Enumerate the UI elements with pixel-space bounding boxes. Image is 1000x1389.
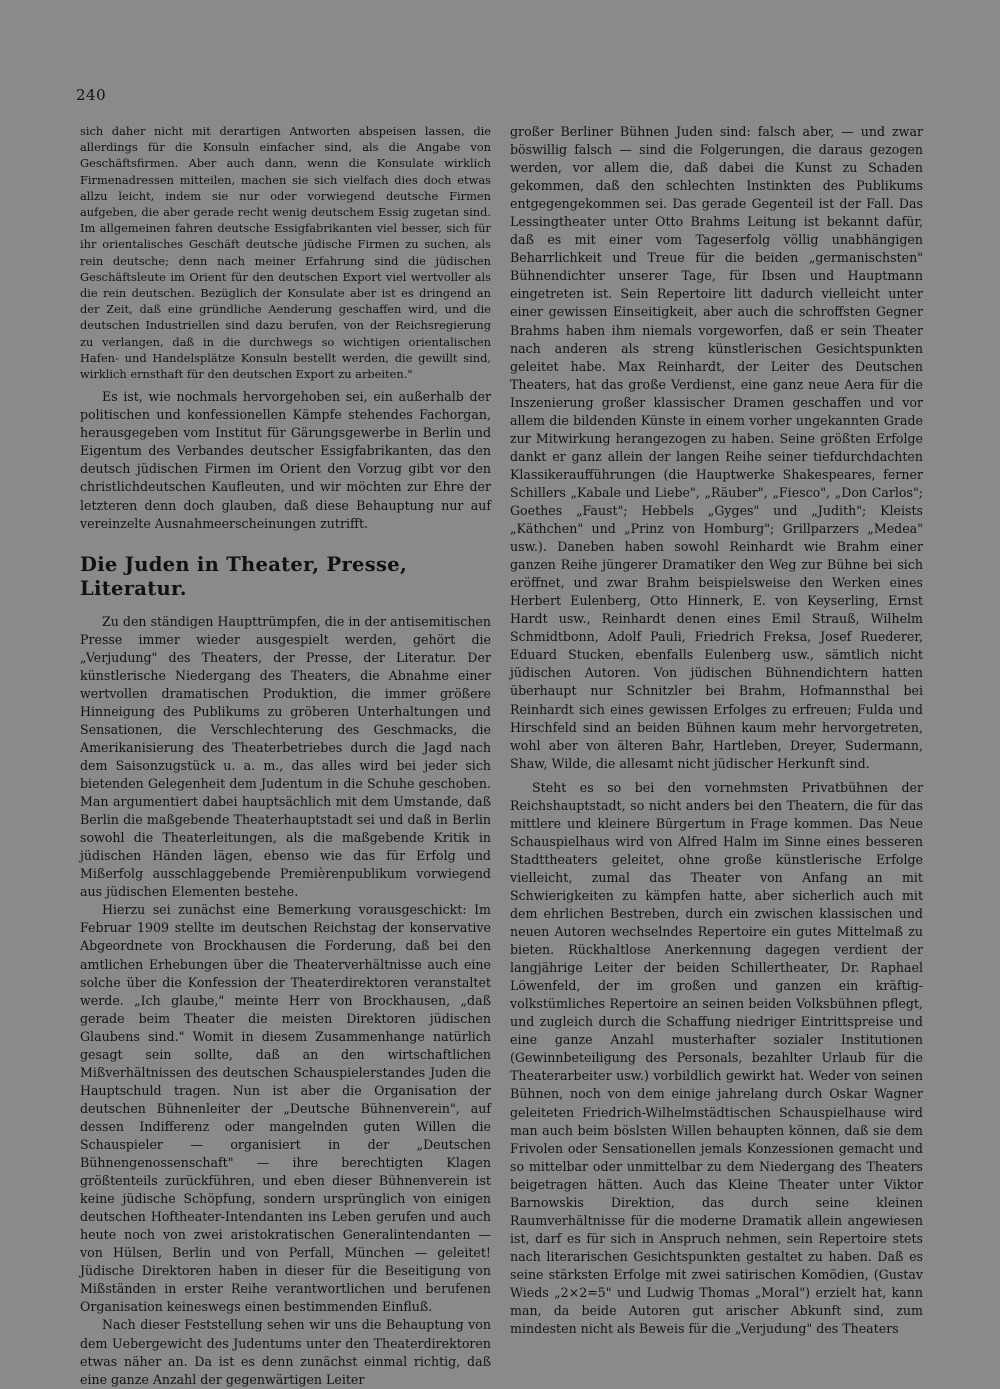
right-paragraph-1: großer Berliner Bühnen Juden sind: falsch aber, — und zwar böswillig falsch — sind die Folgerungen, die daraus gezogen werden, vor allem die, daß dabei die Kunst zu Schaden gekommen, daß den schlechten Instinkten des Publikums entgegengekommen sei. Das gerade Gegenteil ist der Fall. Das Lessingtheater unter Otto Brahms Leitung ist bekannt dafür, daß es mit einer vom Tageserfolg völlig unabhängigen Beharrlichkeit und Treue für die beiden „germanischsten" Bühnendichter unserer Tage, für Ibsen und Hauptmann eingetreten ist. Sein Repertoire litt dadurch vielleicht unter einer gewissen Einseitigkeit, aber auch die schroffsten Gegner Brahms haben ihm niemals vorgeworfen, daß er sein Theater nach anderen als streng künstlerischen Gesichtspunkten geleitet habe. Max Reinhardt, der Leiter des Deutschen Theaters, hat das große Verdienst, eine ganz neue Aera für die Inszenierung großer klassischer Dramen geschaffen und vor allem die bildenden Künste in einem vorher ungekannten Grade zur Mitwirkung herangezogen zu haben. Seine größten Erfolge dankt er ganz allein der langen Reihe seiner tiefdurchdachten Klassikeraufführungen (die Hauptwerke Shakespeares, ferner Schillers „Kabale und Liebe", „Räuber", „Fiesco", „Don Carlos"; Goethes „Faust"; Hebbels „Gyges" und „Judith"; Kleists „Käthchen" und „Prinz von Homburg"; Grillparzers „Medea" usw.). Daneben haben sowohl Reinhardt wie Brahm einer ganzen Reihe jüngerer Dramatiker den Weg zur Bühne bei sich eröffnet, und zwar Brahm beispielsweise den Werken eines Herbert Eulenberg, Otto Hinnerk, E. von Keyserling, Ernst Hardt usw., Reinhardt denen eines Emil Strauß, Wilhelm Schmidtbonn, Adolf Pauli, Friedrich Freksa, Josef Ruederer, Eduard Stucken, ebenfalls Eulenberg usw., sämtlich nicht jüdischen Autoren. Von jüdischen Bühnendichtern hatten überhaupt nur Schnitzler bei Brahm, Hofmannsthal bei Reinhardt sich eines gewissen Erfolges zu erfreuen; Fulda und Hirschfeld sind an beiden Bühnen kaum mehr hervorgetreten, wohl aber von älteren Bahr, Hartleben, Dreyer, Sudermann, Shaw, Wilde, die allesamt nicht jüdischer Herkunft sind.: [510, 124, 923, 771]
right-column: [510, 123, 923, 1338]
page-number: 240: [76, 86, 107, 104]
left-paragraph-3: Zu den ständigen Haupttrümpfen, die in der antisemitischen Presse immer wieder ausgespielt werden, gehört die „Verjudung" des Theaters, der Presse, der Literatur. Der künstlerische Niedergang des Theaters, die Abnahme einer wertvollen dramatischen Produktion, die immer größere Hinneigung des Publikums zu gröberen Unterhaltungen und Sensationen, die Verschlechterung des Geschmacks, die Amerikanisierung des Theaterbetriebes durch die Jagd nach dem Saisonzugstück u. a. m., das alles wird bei jeder sich bietenden Gelegenheit dem Judentum in die Schuhe geschoben. Man argumentiert dabei hauptsächlich mit dem Umstande, daß Berlin die maßgebende Theaterhauptstadt sei und daß in Berlin sowohl die Theaterleitungen, als die maßgebende Kritik in jüdischen Händen lägen, ebenso wie das für Erfolg und Mißerfolg ausschlaggebende Premièrenpublikum vorwiegend aus jüdischen Elementen bestehe.: [80, 613, 491, 900]
left-column: [80, 123, 491, 1389]
left-paragraph-2: Es ist, wie nochmals hervorgehoben sei, ein außerhalb der politischen und konfessionellen Kämpfe stehendes Fachorgan, herausgegeben vom Institut für Gärungsgewerbe in Berlin und Eigentum des Verbandes deutscher Essigfabrikanten, das den deutsch jüdischen Firmen im Orient den Vorzug gibt vor den christlichdeutschen Kaufleuten, und wir möchten zur Ehre der letzteren denn doch glauben, daß diese Behauptung nur auf vereinzelte Ausnahmeerscheinungen zutrifft.: [80, 389, 491, 531]
left-paragraph-1: sich daher nicht mit derartigen Antworten abspeisen lassen, die allerdings für die Konsuln einfacher sind, als die Angabe von Geschäftsfirmen. Aber auch dann, wenn die Konsulate wirklich Firmenadressen mitteilen, machen sie sich vielfach dies doch etwas allzu leicht, indem sie nur oder vorwiegend deutsche Firmen aufgeben, die aber gerade recht wenig deutschem Essig zugetan sind. Im allgemeinen fahren deutsche Essigfabrikanten viel besser, sich für ihr orientalisches Geschäft deutsche jüdische Firmen zu suchen, als rein deutsche; denn nach meiner Erfahrung sind die jüdischen Geschäftsleute im Orient für den deutschen Export viel wertvoller als die rein deutschen. Bezüglich der Konsulate aber ist es dringend an der Zeit, daß eine gründliche Aenderung geschaffen wird, und die deutschen Industriellen sind dazu berufen, von der Reichsregierung zu verlangen, daß in die durchwegs so wichtigen orientalischen Hafen- und Handelsplätze Konsuln bestellt werden, die gewillt sind, wirklich ernsthaft für den deutschen Export zu arbeiten.": [80, 124, 491, 382]
left-paragraph-4: Hierzu sei zunächst eine Bemerkung vorausgeschickt: Im Februar 1909 stellte im deutschen Reichstag der konservative Abgeordnete von Brockhausen die Forderung, daß bei den amtlichen Erhebungen über die Theaterverhältnisse auch eine solche über die Konfession der Theaterdirektoren veranstaltet werde. „Ich glaube," meinte Herr von Brockhausen, „daß gerade beim Theater die meisten Direktoren jüdischen Glaubens sind." Womit in diesem Zusammenhange natürlich gesagt sein sollte, daß an den wirtschaftlichen Mißverhältnissen des deutschen Schauspielerstandes Juden die Hauptschuld tragen. Nun ist aber die Organisation der deutschen Bühnenleiter der „Deutsche Bühnenverein", auf dessen Indifferenz oder mangelnden guten Willen die Schauspieler — organisiert in der „Deutschen Bühnengenossenschaft" — ihre berechtigten Klagen größtenteils zurückführen, und eben dieser Bühnenverein ist keine jüdische Schöpfung, sondern ursprünglich von einigen deutschen Hoftheater-Intendanten ins Leben gerufen und auch heute noch von zwei aristokratischen Generalintendanten — von Hülsen, Berlin und von Perfall, München — geleitet! Jüdische Direktoren haben in dieser für die Beseitigung von Mißständen in erster Reihe verantwortlichen und berufenen Organisation keineswegs einen bestimmenden Einfluß.: [80, 902, 491, 1315]
section-heading: Die Juden in Theater, Presse, Literatur.: [80, 552, 408, 600]
right-paragraph-2: Steht es so bei den vornehmsten Privatbühnen der Reichshauptstadt, so nicht anders bei den Theatern, die für das mittlere und kleinere Bürgertum in Frage kommen. Das Neue Schauspielhaus wird von Alfred Halm im Sinne eines besseren Stadttheaters geleitet, ohne große künstlerische Erfolge vielleicht, zumal das Theater von Anfang an mit Schwierigkeiten zu kämpfen hatte, aber sicherlich auch mit dem ehrlichen Bestreben, durch ein zwischen klassischen und neuen Autoren wechselndes Repertoire ein gutes Mittelmaß zu bieten. Rückhaltlose Anerkennung dagegen verdient der langjährige Leiter der beiden Schillertheater, Dr. Raphael Löwenfeld, der im großen und ganzen ein kräftig-volkstümliches Repertoire an seinen beiden Volksbühnen pflegt, und zugleich durch die Schaffung niedriger Eintrittspreise und eine ganze Anzahl musterhafter sozialer Institutionen (Gewinnbeteiligung des Personals, bezahlter Urlaub für die Theaterarbeiter usw.) vorbildlich gewirkt hat. Weder von seinen Bühnen, noch von dem einige jahrelang durch Oskar Wagner geleiteten Friedrich-Wilhelmstädtischen Schauspielhause wird man auch beim böslsten Willen behaupten können, daß sie dem Frivolen oder Sensationellen jemals Konzessionen gemacht und so mittelbar oder unmittelbar zu dem Niedergang des Theaters beigetragen hätten. Auch das Kleine Theater unter Viktor Barnowskis Direktion, das durch seine kleinen Raumverhältnisse für die moderne Dramatik allein angewiesen ist, darf es für sich in Anspruch nehmen, sein Repertoire stets nach literarischen Gesichtspunkten gestaltet zu haben. Daß es seine stärksten Erfolge mit zwei satirischen Komödien, (Gustav Wieds „2×2=5" und Ludwig Thomas „Moral") erzielt hat, kann man, da beide Autoren gut arischer Abkunft sind, zum mindesten nicht als Beweis für die „Verjudung" des Theaters: [510, 779, 923, 1337]
left-paragraph-5: Nach dieser Feststellung sehen wir uns die Behauptung von dem Uebergewicht des Judentums unter den Theaterdirektoren etwas näher an. Da ist es denn zunächst einmal richtig, daß eine ganze Anzahl der gegenwärtigen Leiter: [80, 1317, 491, 1387]
